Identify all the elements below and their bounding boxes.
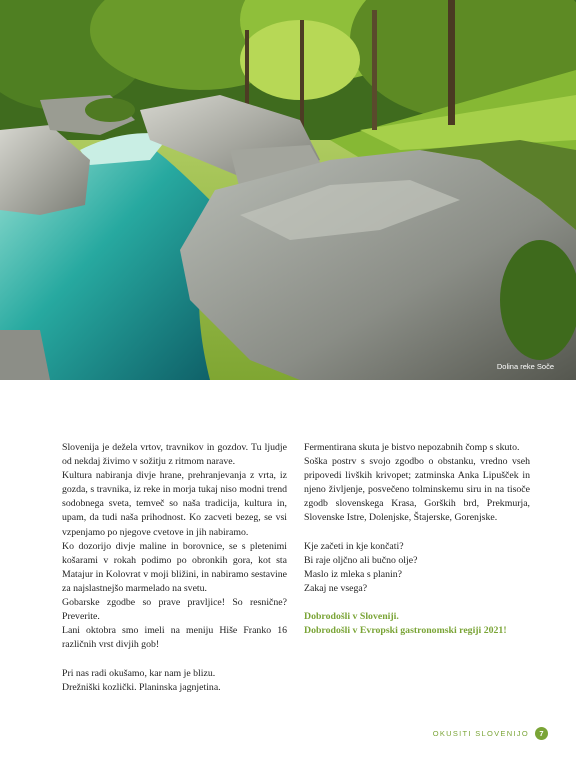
- paragraph: Gobarske zgodbe so prave pravljice! So resnične? Preverite.: [62, 597, 287, 623]
- spacer: [304, 526, 530, 540]
- left-column: [62, 441, 287, 695]
- welcome-line: Dobrodošli v Sloveniji.: [304, 611, 399, 623]
- right-column: [304, 441, 530, 638]
- paragraph: Lani oktobra smo imeli na meniju Hiše Franko 16 različnih vrst divjih gob!: [62, 625, 287, 651]
- spacer: [62, 652, 287, 666]
- question-line: Zakaj ne vsega?: [304, 582, 368, 594]
- photo-caption: Dolina reke Soče: [496, 362, 554, 371]
- question-line: Kje začeti in kje končati?: [304, 540, 404, 552]
- question-line: Maslo iz mleka s planin?: [304, 568, 402, 580]
- welcome-line: Dobrodošli v Evropski gastronomski regiji 2021!: [304, 625, 507, 637]
- paragraph: Ko dozorijo divje maline in borovnice, se s pletenimi košarami v rokah podimo po obronkih gora, kot sta Matajur in Kolovrat v moji bližini, in nabiramo sestavine za najslastnejšo marmelado na svetu.: [62, 540, 287, 594]
- paragraph: Kultura nabiranja divje hrane, prehranjevanja z vrta, iz gozda, s travnika, iz reke in morja tukaj niso modni trend sodobnega sveta, temveč so naša tradicija, kultura in, upam, da tudi naša prihodnost. Ko zacveti bezeg, se vsi vzpenjamo po njegove cvetove in jih nabiramo.: [62, 470, 287, 538]
- footer-label: OKUSITI SLOVENIJO: [432, 729, 529, 738]
- page-footer: [433, 727, 548, 740]
- paragraph: Pri nas radi okušamo, kar nam je blizu.: [62, 667, 216, 679]
- spacer: [304, 596, 530, 610]
- question-line: Bi raje oljčno ali bučno olje?: [304, 554, 418, 566]
- paragraph: Fermentirana skuta je bistvo nepozabnih čomp s skuto.: [304, 442, 520, 453]
- paragraph: Drežniški kozlički. Planinska jagnjetina.: [62, 681, 221, 693]
- page-number: 7: [535, 727, 548, 740]
- paragraph: Slovenija je dežela vrtov, travnikov in gozdov. Tu ljudje od nekdaj živimo v sožitju z ritmom narave.: [62, 442, 287, 468]
- paragraph: Soška postrv s svojo zgodbo o obstanku, vredno vseh pripovedi livških krivopet; zatminska Anka Lipušček in njeno življenje, posvečeno tolminskemu siru in na tisoče zgodb slovenskega Krasa, Gorških brd, Prekmurja, Slovenske Istre, Dolenjske, Štajerske, Gorenjske.: [304, 456, 530, 524]
